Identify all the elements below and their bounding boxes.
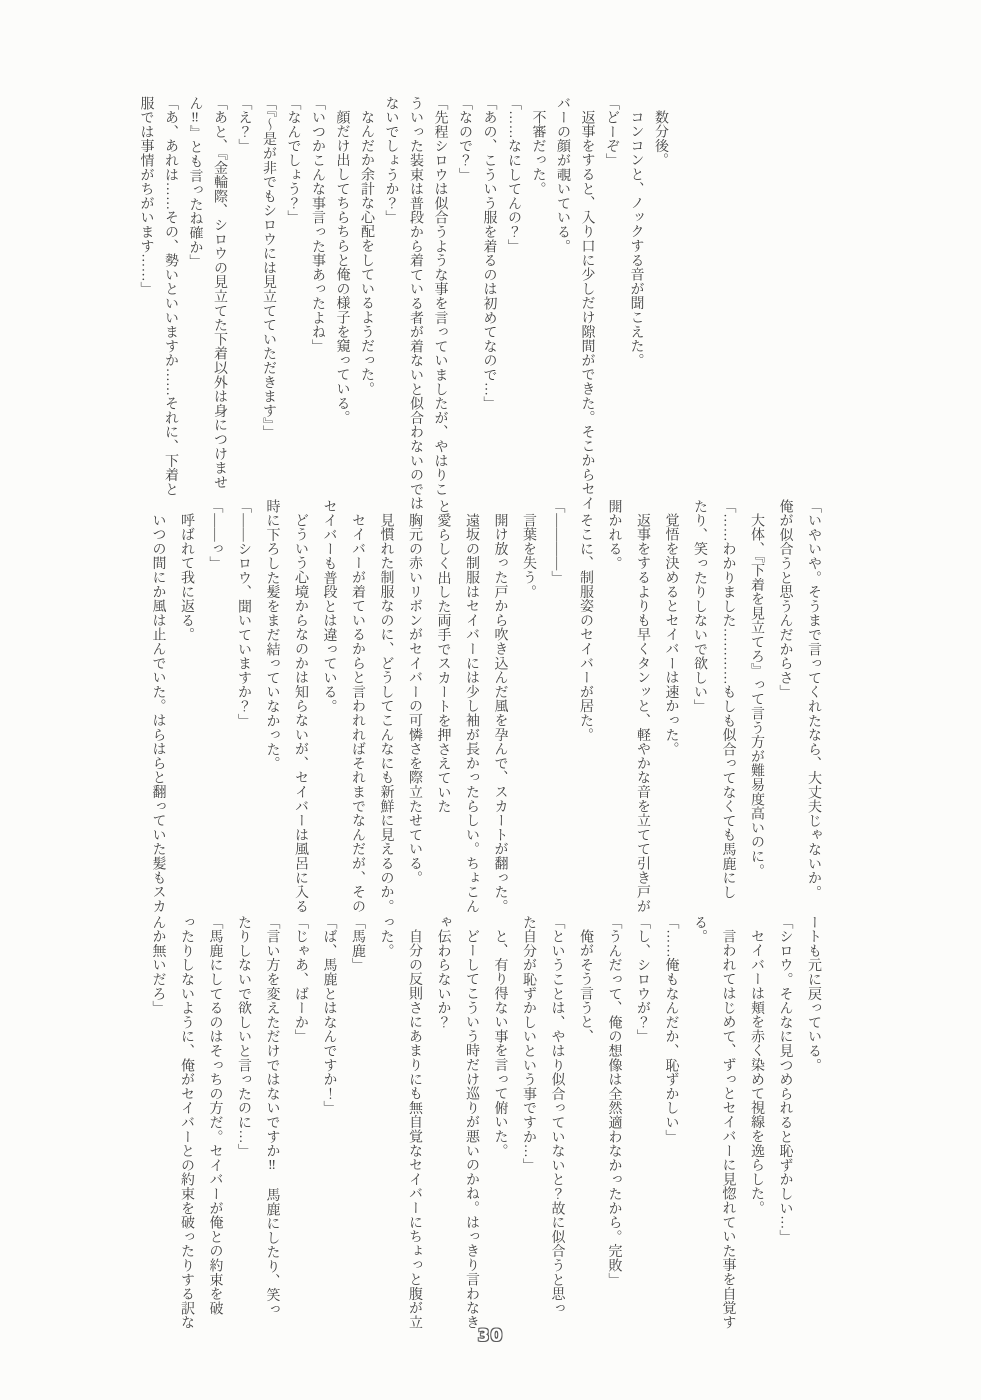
text-line: 言葉を失う。 [521, 513, 536, 599]
text-line: んか無いだろ」 [150, 915, 166, 1016]
text-line: 俺がそう言うと、 [578, 929, 593, 1044]
text-line: ないでしょうか？」 [383, 96, 399, 225]
text-line: セイバーは頬を赤く染めて視線を逸らした。 [749, 929, 764, 1215]
text-line: 「――っ」 [207, 499, 223, 571]
text-line: 「ということは、やはり似合っていないと？故に似合うと思っ [549, 915, 565, 1316]
text-line: 「え？」 [236, 96, 252, 154]
text-line: ートも元に戻っている。 [806, 915, 821, 1073]
text-line: セイバーが着ているからと言われればそれまでなんだが、その [350, 513, 365, 914]
text-line: 「いつかこんな事言った事あったよね」 [310, 96, 325, 354]
text-line: どういう心境からなのかは知らないが、セイバーは風呂に入る [293, 513, 308, 914]
text-line: 「――――」 [549, 499, 565, 585]
text-line: る。 [692, 915, 707, 944]
text-line: 「じゃあ、ばーか」 [293, 915, 308, 1044]
text-line: ったりしないように、俺がセイバーとの約束を破ったりする訳な [179, 915, 194, 1330]
text-line: 「馬鹿にしてるのはそっちの方だ。セイバーが俺との約束を破 [207, 915, 223, 1316]
text-line: 言われてはじめて、ずっとセイバーに見惚れていた事を自覚す [720, 929, 736, 1330]
text-line: 時に下ろした髪をまだ結っていなかった。 [264, 499, 280, 771]
text-line: 「――シロウ、聞いていますか？」 [236, 499, 251, 728]
text-line: 「……俺もなんだか、恥ずかしい」 [663, 915, 679, 1144]
text-line: 胸元の赤いリボンがセイバーの可憐さを際立たせている。 [407, 513, 422, 885]
text-line: 数分後。 [653, 110, 668, 168]
text-line: いつの間にか風は止んでいた。はらはらと翻っていた髪もスカ [150, 513, 166, 914]
text-band-top [133, 96, 672, 511]
text-line: 見慣れた制服なのに、どうしてこんなにも新鮮に見えるのか。 [378, 513, 394, 914]
text-line: た自分が恥ずかしいという事ですか…」 [521, 915, 536, 1173]
text-line: 「あ、あれは……その、勢いといいますか……それに、下着と [163, 96, 178, 497]
text-line: 「馬鹿」 [350, 915, 365, 973]
text-line: 大体、『下着を見立てろ』って言う方が難易度高いのに。 [749, 513, 764, 878]
text-line: 不審だった。 [530, 110, 546, 196]
text-line: った。 [378, 915, 394, 958]
text-line: 「し、シロウが？」 [635, 915, 650, 1044]
text-line: 「先程シロウは似合うような事を言っていましたが、やはりこ [432, 96, 448, 497]
text-line: 開け放った戸から吹き込んだ風を孕んで、スカートが翻った。 [492, 513, 508, 914]
text-line: 「どーぞ」 [604, 96, 619, 168]
text-line: 「なんでしょう？」 [285, 96, 301, 225]
text-line: 「あと、『金輪際、シロウの見立てた下着以外は身につけませ [212, 96, 227, 490]
text-line: 俺が似合うと思うんだからさ」 [777, 499, 793, 700]
text-line: 自分の反則さにあまりにも無自覚なセイバーにちょっと腹が立 [407, 929, 422, 1330]
text-line: ん‼』とも言ったね確か」 [187, 96, 203, 269]
text-band-middle [143, 499, 827, 913]
text-line: なんだか余計な心配をしているようだった。 [359, 110, 374, 396]
text-line: たりしないで欲しいと言ったのに…」 [236, 915, 251, 1159]
text-line: 「シロウ。そんなに見つめられると恥ずかしい…」 [777, 915, 793, 1244]
text-line: 呼ばれて我に返る。 [179, 513, 194, 642]
text-line: 顔だけ出してちらちらと俺の様子を窺っている。 [334, 110, 350, 425]
text-line: 「言い方を変えただけではないですか‼ 馬鹿にしたり、笑っ [264, 915, 280, 1317]
text-line: と愛らしく出した両手でスカートを押さえていた [435, 499, 451, 814]
text-line: 「あの、こういう服を着るのは初めてなので…」 [481, 96, 497, 411]
text-line: そこに、制服姿のセイバーが居た。 [578, 513, 593, 742]
text-line: ういった装束は普段から着ている者が着ないと似合わないのでは [408, 96, 423, 511]
text-line: 「ば、馬鹿とはなんですか！」 [321, 915, 337, 1116]
text-line: 「……わかりました…………もしも似合ってなくても馬鹿にし [720, 499, 736, 900]
text-line: と、有り得ない事を言って俯いた。 [492, 929, 508, 1158]
text-line: 「うんだって、俺の想像は全然適わなかったから。完敗」 [606, 915, 622, 1287]
text-line: 覚悟を決めるとセイバーは速かった。 [663, 513, 679, 757]
text-line: バーの顔が覗いている。 [555, 96, 570, 254]
text-line: 「なので？」 [457, 96, 472, 182]
text-line: たり、笑ったりしないで欲しい」 [692, 499, 707, 714]
text-line: 「……なにしてんの？」 [506, 96, 521, 254]
text-line: 遠坂の制服はセイバーには少し袖が長かったらしい。ちょこん [464, 513, 479, 914]
text-line: 返事をするよりも早くタンッと、軽やかな音を立てて引き戸が [635, 513, 650, 914]
text-line: セイバーも普段とは違っている。 [321, 499, 337, 714]
text-line: 「『〜是が非でもシロウには見立てていただきます』」 [261, 96, 276, 440]
text-band-bottom [143, 915, 827, 1333]
text-line: ゃ伝わらないか？ [435, 915, 451, 1030]
text-line: 服では事情がちがいます……」 [138, 96, 154, 297]
text-line: 開かれる。 [606, 499, 622, 571]
text-line: 返事をすると、入り口に少しだけ隙間ができた。そこからセイ [579, 110, 595, 511]
text-line: コンコンと、ノックする音が聞こえた。 [628, 110, 644, 368]
page-number: 30 [477, 1326, 504, 1346]
text-line: どーしてこういう時だけ巡りが悪いのかね。はっきり言わなき [464, 929, 479, 1330]
text-line: 「いやいや。そうまで言ってくれたなら、大丈夫じゃないか。 [806, 499, 821, 900]
